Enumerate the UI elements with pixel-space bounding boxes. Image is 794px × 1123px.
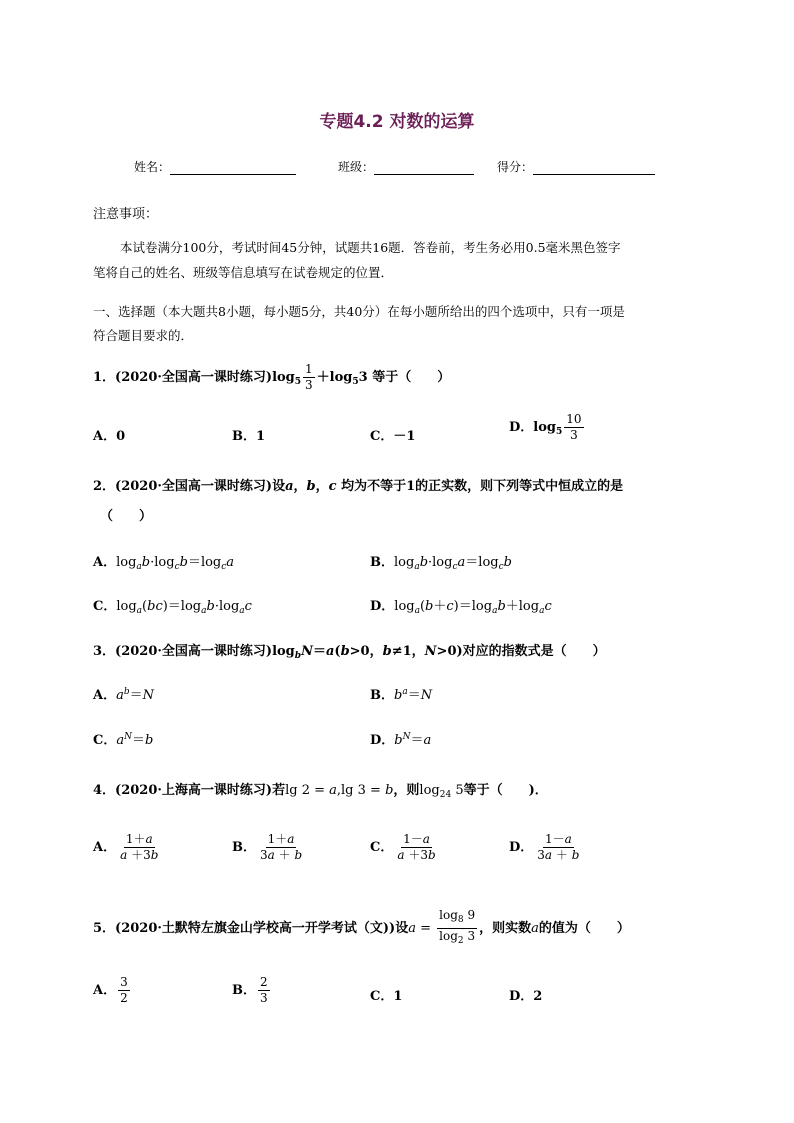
q2-paren: （ ） xyxy=(100,509,153,524)
q4-option-c[interactable]: C． $\frac{1-a}{a +3b}$ xyxy=(370,832,436,862)
q4-stem-suffix: 等于（ )． xyxy=(463,783,548,798)
question-5: 5．(2020·土默特左旗金山学校高一开学考试（文))设a = $\frac{\log_8 9}{\log_2 3}$ ，则实数a的值为（ ） xyxy=(93,908,630,946)
q3-option-d[interactable]: D．$b^N=a$ xyxy=(370,732,432,748)
notice-heading: 注意事项： xyxy=(93,207,159,222)
q2-source: 2．(2020·全国高一课时练习) xyxy=(93,479,273,494)
q4-option-a[interactable]: A． $\frac{1+a}{a +3b}$ xyxy=(93,832,159,862)
q2-option-d[interactable]: D．$\log_a(b+c)=\log_ab+\log_ac$ xyxy=(370,599,552,616)
q5-expression: a = $\frac{\log_8 9}{\log_2 3}$ xyxy=(408,908,476,946)
q1-source: 1．(2020·全国高一课时练习) xyxy=(93,370,273,385)
section1-line1: 一、选择题（本大题共8小题，每小题5分，共40分）在每小题所给出的四个选项中，只有一项是 xyxy=(93,304,625,319)
q1-expression: $\log_5$ $\frac{1}{3}$ $+\log_53$ xyxy=(272,362,373,392)
q5-option-c[interactable]: C．1 xyxy=(370,989,403,1004)
score-blank xyxy=(533,162,655,175)
q1-option-c[interactable]: C．－1 xyxy=(370,429,416,444)
question-1 xyxy=(93,362,450,393)
q5-source: 5．(2020·土默特左旗金山学校高一开学考试（文)) xyxy=(93,921,396,936)
question-3 xyxy=(93,640,606,661)
q5-stem-suffix: 的值为（ ） xyxy=(538,921,630,936)
q3-expression: $\log_bN=a(b>0$，b≠1，N>0) xyxy=(272,644,463,661)
notice-line1: 本试卷满分100分，考试时间45分钟，试题共16题．答卷前，考生务必用0.5毫米黑色签字 xyxy=(120,240,621,255)
question-2: 2．(2020·全国高一课时练习)设a，b，c 均为不等于1的正实数，则下列等式中恒成立的是 xyxy=(93,479,624,494)
page-title: 专题4.2 对数的运算 xyxy=(319,112,475,132)
q2-option-a[interactable]: A．$\log_ab\cdot\log_cb=\log_ca$ xyxy=(93,555,235,572)
class-blank xyxy=(374,162,474,175)
q1-option-b[interactable]: B．1 xyxy=(232,429,266,444)
notice-line2: 笔将自己的姓名、班级等信息填写在试卷规定的位置． xyxy=(93,265,394,280)
score-label: 得分： xyxy=(497,160,534,174)
name-blank xyxy=(170,162,296,175)
q4-option-b[interactable]: B． $\frac{1+a}{3a + b}$ xyxy=(232,832,303,862)
q4-condition: lg 2 = a,lg 3 = b xyxy=(285,783,394,798)
q4-source: 4．(2020·上海高一课时练习) xyxy=(93,783,273,798)
q4-option-d[interactable]: D． $\frac{1-a}{3a + b}$ xyxy=(509,832,580,862)
q3-stem-suffix: 对应的指数式是（ ） xyxy=(462,644,606,659)
q2-option-b[interactable]: B．$\log_ab\cdot\log_ca=\log_cb$ xyxy=(370,555,512,572)
q3-option-a[interactable]: A．$a^b=N$ xyxy=(93,687,155,703)
q2-option-c[interactable]: C．$\log_a(bc)=\log_ab\cdot\log_ac$ xyxy=(93,599,252,616)
section1-line2: 符合题目要求的． xyxy=(93,328,194,343)
q3-option-b[interactable]: B．$b^a=N$ xyxy=(370,687,433,703)
q3-option-c[interactable]: C．$a^N=b$ xyxy=(93,732,154,748)
score-field xyxy=(497,158,655,175)
q4-expression: $\log_{24} 5$ xyxy=(419,783,464,800)
name-label: 姓名： xyxy=(134,160,171,174)
name-field xyxy=(134,158,296,175)
q5-option-d[interactable]: D．2 xyxy=(509,989,543,1004)
q5-option-b[interactable]: B． $\frac{2}{3}$ xyxy=(232,975,268,1005)
class-label: 班级： xyxy=(338,160,375,174)
q1-stem-suffix: 等于（ ） xyxy=(372,370,451,385)
q1-option-a[interactable]: A．0 xyxy=(93,429,126,444)
q1-option-d[interactable]: D．$\log_5$ $\frac{10}{3}$ xyxy=(509,412,582,442)
question-4: 4．(2020·上海高一课时练习)若lg 2 = a,lg 3 = b，则$\log_{24} 5$等于（ )． xyxy=(93,783,548,800)
q5-option-a[interactable]: A． $\frac{3}{2}$ xyxy=(93,975,128,1005)
q2-stem: 均为不等于1的正实数，则下列等式中恒成立的是 xyxy=(341,479,624,494)
class-field xyxy=(338,158,474,175)
q3-source: 3．(2020·全国高一课时练习) xyxy=(93,644,273,659)
